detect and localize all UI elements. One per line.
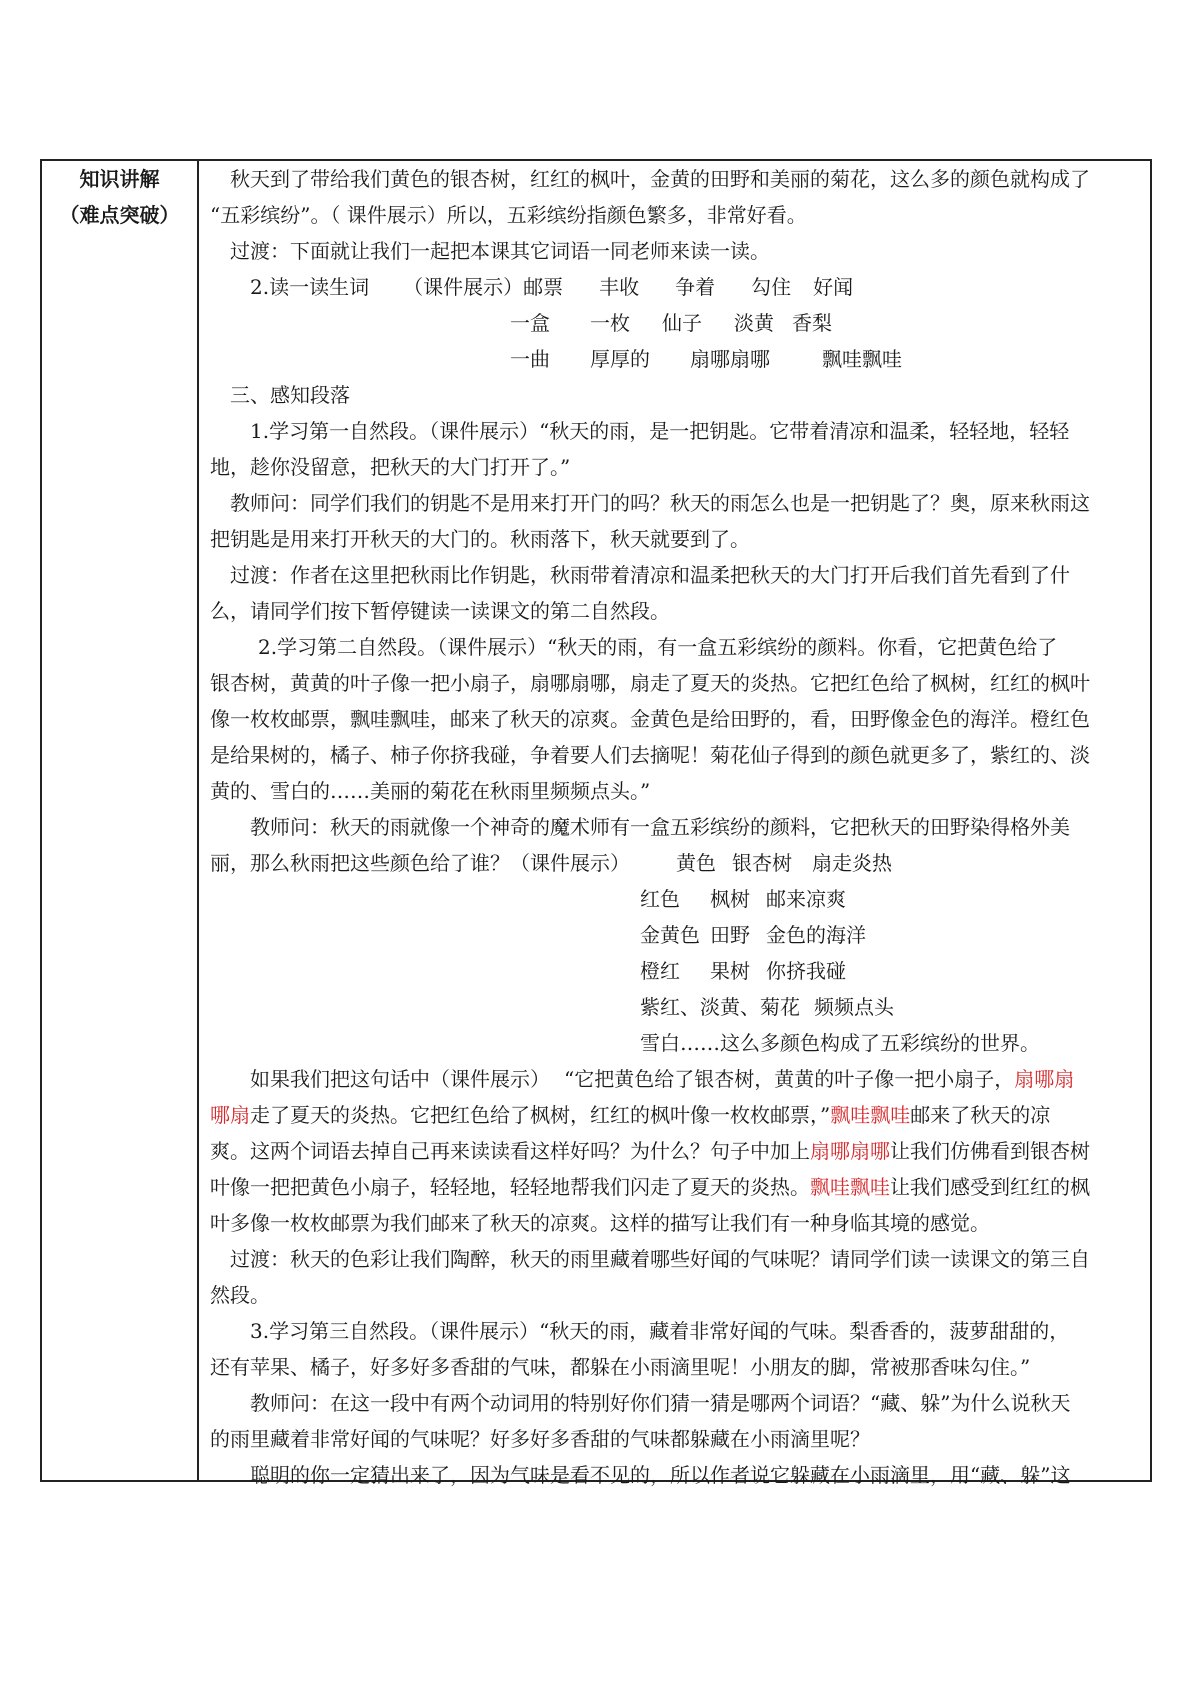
color-word: 黄色 — [676, 851, 716, 875]
text-line: 过渡：下面就让我们一起把本课其它词语一同老师来读一读。 — [230, 239, 770, 263]
text-line: 地，趁你没留意，把秋天的大门打开了。” — [210, 455, 571, 479]
text-line — [210, 1169, 1140, 1205]
color-map-line — [210, 881, 1140, 917]
object-word: 田野 — [710, 923, 750, 947]
color-map-line — [210, 989, 1140, 1025]
color-word: 红色 — [640, 887, 680, 911]
vocab-word: （课件展示）邮票 — [403, 275, 564, 299]
text-line: 把钥匙是用来打开秋天的大门的。秋雨落下，秋天就要到了。 — [210, 527, 750, 551]
text-line: 银杏树，黄黄的叶子像一把小扇子，扇哪扇哪，扇走了夏天的炎热。它把红色给了枫树，红红的枫叶 — [210, 671, 1090, 695]
text-line: 过渡：作者在这里把秋雨比作钥匙，秋雨带着清凉和温柔把秋天的大门打开后我们首先看到了什 — [230, 563, 1070, 587]
vocab-word: 淡黄 — [734, 311, 774, 335]
text-line: 的雨里藏着非常好闻的气味呢？好多好多香甜的气味都躲藏在小雨滴里呢？ — [210, 1427, 870, 1451]
vocab-word: 一枚 — [590, 311, 630, 335]
text-line: 1.学习第一自然段。（课件展示）“秋天的雨，是一把钥匙。它带着清凉和温柔，轻轻地，轻轻 — [250, 419, 1070, 443]
text-line: 像一枚枚邮票，飘哇飘哇，邮来了秋天的凉爽。金黄色是给田野的，看，田野像金色的海洋。橙红色 — [210, 707, 1090, 731]
text-line: 雪白……这么多颜色构成了五彩缤纷的世界。 — [640, 1031, 1040, 1055]
text-line: 还有苹果、橘子，好多好多香甜的气味，都躲在小雨滴里呢！小朋友的脚，常被那香味勾住。” — [210, 1355, 1031, 1379]
text-line: “五彩缤纷”。（ 课件展示）所以，五彩缤纷指颜色繁多，非常好看。 — [210, 203, 807, 227]
vocab-word: 扇哪扇哪 — [690, 347, 770, 371]
text-line — [210, 1133, 1140, 1169]
vocab-word: 厚厚的 — [590, 347, 650, 371]
text-segment: 让我们感受到红红的枫 — [890, 1175, 1090, 1199]
text-segment: 邮来了秋天的凉 — [910, 1103, 1051, 1127]
text-line: 过渡：秋天的色彩让我们陶醉，秋天的雨里藏着哪些好闻的气味呢？请同学们读一读课文的第三自 — [230, 1247, 1090, 1271]
text-line — [210, 1061, 1140, 1097]
vocab-word: 仙子 — [662, 311, 702, 335]
text-line: 教师问：同学们我们的钥匙不是用来打开门的吗？秋天的雨怎么也是一把钥匙了？奥，原来秋雨这 — [230, 491, 1090, 515]
text-line: 秋天到了带给我们黄色的银杏树，红红的枫叶，金黄的田野和美丽的菊花，这么多的颜色就构成了 — [230, 167, 1090, 191]
text-segment: 叶像一把把黄色小扇子，轻轻地，轻轻地帮我们闪走了夏天的炎热。 — [210, 1175, 810, 1199]
text-segment: “它把黄色给了银杏树，黄黄的叶子像一把小扇子， — [564, 1067, 1015, 1091]
highlighted-word: 扇哪扇哪 — [810, 1139, 890, 1163]
vocab-line — [210, 269, 1140, 305]
highlighted-word: 扇哪扇 — [1014, 1067, 1075, 1091]
color-word: 紫红、淡黄、菊花 — [640, 995, 800, 1019]
text-line: 2.学习第二自然段。（课件展示）“秋天的雨，有一盒五彩缤纷的颜料。你看，它把黄色给了 — [258, 635, 1058, 659]
text-segment: 爽。这两个词语去掉自己再来读读看这样好吗？为什么？句子中加上 — [210, 1139, 810, 1163]
text-line: 教师问：在这一段中有两个动词用的特别好你们猜一猜是哪两个词语？“藏、躲”为什么说秋天 — [250, 1391, 1071, 1415]
text-line: 是给果树的，橘子、柿子你挤我碰，争着要人们去摘呢！菊花仙子得到的颜色就更多了，紫红的、淡 — [210, 743, 1090, 767]
vocab-word: 一盒 — [510, 311, 550, 335]
object-word: 果树 — [710, 959, 750, 983]
vocab-word: 香梨 — [792, 311, 832, 335]
text-line: 3.学习第三自然段。（课件展示）“秋天的雨，藏着非常好闻的气味。梨香香的，菠萝甜甜的， — [250, 1319, 1070, 1343]
text-segment: 走了夏天的炎热。它把红色给了枫树，红红的枫叶像一枚枚邮票，” — [250, 1103, 831, 1127]
effect-word: 频频点头 — [814, 995, 894, 1019]
vocab-word: 丰收 — [599, 275, 640, 299]
text-line: 聪明的你一定猜出来了，因为气味是看不见的，所以作者说它躲藏在小雨滴里，用“藏、躲”这 — [250, 1463, 1071, 1487]
color-word: 金黄色 — [640, 923, 700, 947]
section-label-subtitle: （难点突破） — [59, 203, 180, 227]
vocab-word: 勾住 — [751, 275, 792, 299]
column-divider — [197, 161, 199, 1480]
vocab-line — [210, 341, 1140, 377]
highlighted-word: 哪扇 — [210, 1103, 250, 1127]
text-segment: 如果我们把这句话中（课件展示） — [250, 1067, 550, 1091]
color-word: 橙红 — [640, 959, 680, 983]
vocab-word: 好闻 — [813, 275, 854, 299]
text-segment: 让我们仿佛看到银杏树 — [890, 1139, 1090, 1163]
text-line — [210, 1097, 1140, 1133]
section-label-cell — [42, 161, 197, 233]
color-map-line — [210, 917, 1140, 953]
text-line: 教师问：秋天的雨就像一个神奇的魔术师有一盒五彩缤纷的颜料，它把秋天的田野染得格外美 — [250, 815, 1070, 839]
vocab-heading: 2.读一读生词 — [250, 275, 370, 299]
text-line: 叶多像一枚枚邮票为我们邮来了秋天的凉爽。这样的描写让我们有一种身临其境的感觉。 — [210, 1211, 990, 1235]
content-cell — [210, 161, 1140, 1493]
object-word: 枫树 — [710, 887, 750, 911]
vocab-line — [210, 305, 1140, 341]
effect-word: 金色的海洋 — [766, 923, 866, 947]
text-line: 么，请同学们按下暂停键读一读课文的第二自然段。 — [210, 599, 670, 623]
vocab-word: 争着 — [675, 275, 716, 299]
text-segment: 丽，那么秋雨把这些颜色给了谁？（课件展示） — [210, 851, 630, 875]
effect-word: 扇走炎热 — [812, 851, 892, 875]
section-heading: 三、感知段落 — [230, 383, 350, 407]
highlighted-word: 飘哇飘哇 — [830, 1103, 911, 1127]
text-line: 然段。 — [210, 1283, 270, 1307]
color-map-line — [210, 845, 1140, 881]
color-map-line — [210, 953, 1140, 989]
lesson-table — [40, 159, 1152, 1487]
section-label-title: 知识讲解 — [79, 167, 160, 191]
effect-word: 你挤我碰 — [766, 959, 846, 983]
object-word: 银杏树 — [732, 851, 792, 875]
vocab-word: 飘哇飘哇 — [822, 347, 902, 371]
effect-word: 邮来凉爽 — [766, 887, 846, 911]
vocab-word: 一曲 — [510, 347, 550, 371]
highlighted-word: 飘哇飘哇 — [810, 1175, 890, 1199]
text-line: 黄的、雪白的……美丽的菊花在秋雨里频频点头。” — [210, 779, 651, 803]
